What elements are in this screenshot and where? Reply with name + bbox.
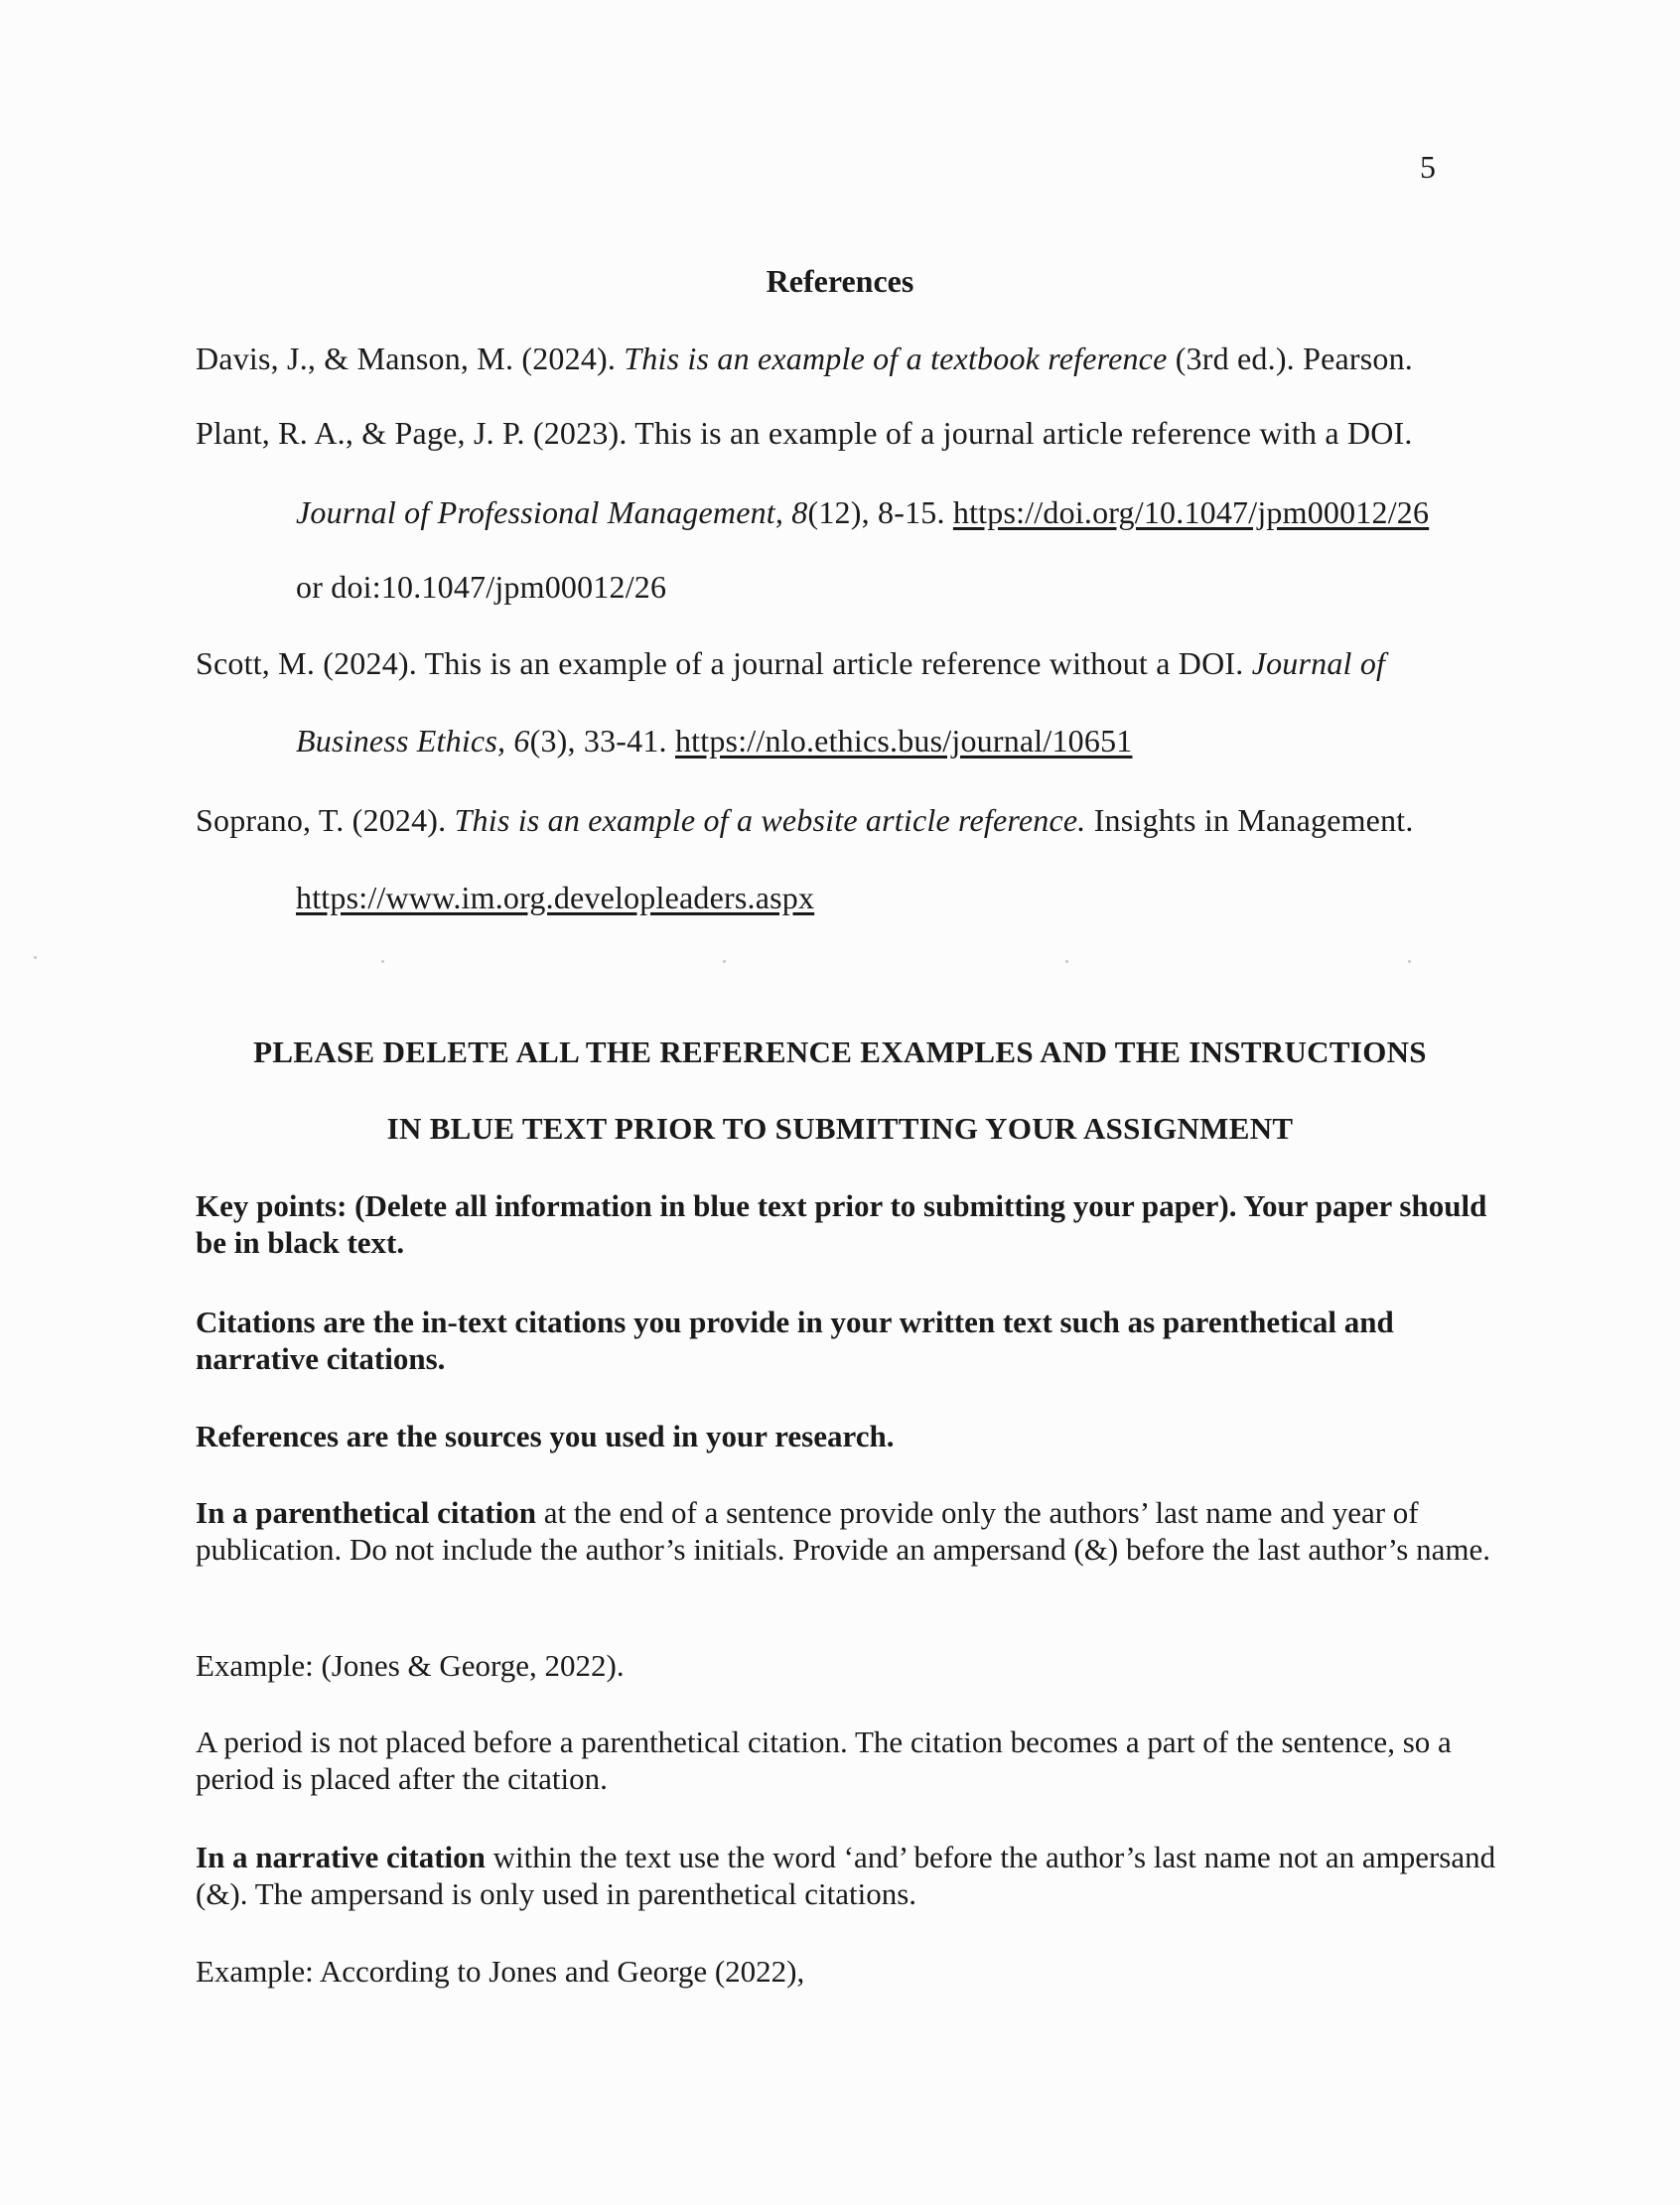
reference-entry: Soprano, T. (2024). This is an example of a website article reference. Insights in Management. <box>196 802 1414 838</box>
journal-link[interactable]: https://nlo.ethics.bus/journal/10651 <box>674 723 1133 758</box>
scan-artifact <box>381 960 384 963</box>
page-number: 5 <box>1420 149 1436 185</box>
reference-entry: Plant, R. A., & Page, J. P. (2023). This is an example of a journal article reference with a DOI. <box>196 415 1413 451</box>
website-link[interactable]: https://www.im.org.developleaders.aspx <box>296 880 815 915</box>
scan-artifact <box>34 956 37 959</box>
scan-artifact <box>1065 960 1068 963</box>
doi-link[interactable]: https://doi.org/10.1047/jpm00012/26 <box>952 494 1430 530</box>
reference-continuation: or doi:10.1047/jpm00012/26 <box>296 569 667 605</box>
references-paragraph: References are the sources you used in your research. <box>196 1419 895 1453</box>
delete-notice-line1: PLEASE DELETE ALL THE REFERENCE EXAMPLES AND THE INSTRUCTIONS <box>253 1034 1427 1069</box>
narrative-paragraph: In a narrative citation within the text use the word ‘and’ before the author’s last name not an ampersand (&). The ampersand is only used in parenthetical citations. <box>196 1840 1496 1911</box>
example-parenthetical: Example: (Jones & George, 2022). <box>196 1648 625 1683</box>
scan-artifact <box>1408 960 1411 963</box>
references-heading: References <box>766 263 914 299</box>
reference-continuation <box>296 880 814 916</box>
citations-paragraph: Citations are the in-text citations you provide in your written text such as parenthetical and narrative citations. <box>196 1305 1394 1376</box>
reference-entry: Scott, M. (2024). This is an example of a journal article reference without a DOI. Journal of <box>196 645 1386 681</box>
reference-continuation: Journal of Professional Management, 8(12), 8-15. https://doi.org/10.1047/jpm00012/26 <box>296 494 1430 530</box>
parenthetical-paragraph: In a parenthetical citation at the end of a sentence provide only the authors’ last name and year of publication. Do not include the author’s initials. Provide an ampersand (&) before the last author’s name. <box>196 1495 1490 1567</box>
key-points-paragraph: Key points: (Delete all information in blue text prior to submitting your paper). Your paper should be in black text. <box>196 1188 1487 1260</box>
reference-continuation: Business Ethics, 6(3), 33-41. https://nlo.ethics.bus/journal/10651 <box>296 723 1133 758</box>
reference-entry: Davis, J., & Manson, M. (2024). This is an example of a textbook reference (3rd ed.). Pearson. <box>196 341 1413 376</box>
delete-notice-line2: IN BLUE TEXT PRIOR TO SUBMITTING YOUR ASSIGNMENT <box>386 1111 1294 1146</box>
period-note-paragraph: A period is not placed before a parenthetical citation. The citation becomes a part of the sentence, so a period is placed after the citation. <box>196 1724 1452 1796</box>
example-narrative: Example: According to Jones and George (2022), <box>196 1954 805 1989</box>
scan-artifact <box>723 960 726 963</box>
